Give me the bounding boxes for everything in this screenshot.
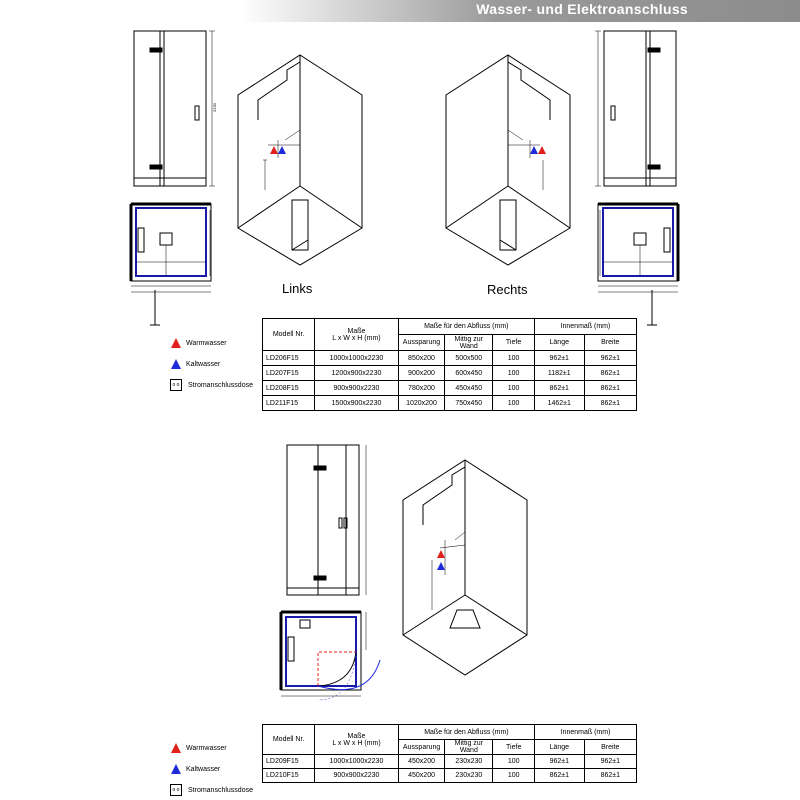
- th-depth: Tiefe: [493, 335, 535, 351]
- cell-dims: 1200x900x2230: [315, 366, 399, 381]
- cell-depth: 100: [493, 366, 535, 381]
- cell-depth: 100: [493, 381, 535, 396]
- cell-depth: 100: [493, 351, 535, 366]
- socket-icon: o o: [170, 784, 182, 796]
- cell-width: 862±1: [584, 396, 636, 411]
- th-drain-group: Maße für den Abfluss (mm): [398, 725, 534, 740]
- th-inner-group: Innenmaß (mm): [535, 725, 637, 740]
- page-title: Wasser- und Elektroanschluss: [476, 1, 688, 17]
- socket-icon: o o: [170, 379, 182, 391]
- red-triangle-icon: [170, 337, 182, 349]
- cell-length: 862±1: [535, 769, 585, 783]
- legend-socket-label: Stromanschlussdose: [188, 381, 253, 389]
- th-width: Breite: [584, 335, 636, 351]
- th-model: Modell Nr.: [263, 319, 315, 351]
- legend-cold-label: Kaltwasser: [186, 765, 221, 773]
- table-row: [263, 755, 637, 769]
- th-center: Mittig zur Wand: [445, 740, 493, 755]
- th-recess: Aussparung: [398, 740, 445, 755]
- legend-cold: [170, 763, 220, 775]
- isometric-box-right: [446, 55, 570, 265]
- th-dims: [315, 725, 399, 755]
- floor-plan-bottom: [281, 612, 380, 700]
- cell-length: 962±1: [534, 351, 584, 366]
- legend-warm: [170, 337, 227, 349]
- cell-center: 750x450: [445, 396, 493, 411]
- floor-plan-right: [598, 204, 678, 325]
- cell-width: 862±1: [584, 381, 636, 396]
- legend-cold-label: Kaltwasser: [186, 360, 221, 368]
- cell-width: 962±1: [584, 351, 636, 366]
- th-length: Länge: [535, 740, 585, 755]
- th-model: Modell Nr.: [263, 725, 315, 755]
- table-row: [263, 396, 637, 411]
- th-length: Länge: [534, 335, 584, 351]
- legend-warm-label: Warmwasser: [186, 339, 227, 347]
- th-drain-group: Maße für den Abfluss (mm): [398, 319, 534, 335]
- cell-center: 500x500: [445, 351, 493, 366]
- cell-model: LD206F15: [263, 351, 315, 366]
- cell-length: 1182±1: [534, 366, 584, 381]
- cell-recess: 450x200: [398, 755, 445, 769]
- th-dims: [315, 319, 399, 351]
- spec-table-bottom: [262, 724, 637, 783]
- th-recess: Aussparung: [398, 335, 445, 351]
- cell-depth: 100: [493, 396, 535, 411]
- cell-center: 230x230: [445, 769, 493, 783]
- cell-recess: 1020x200: [398, 396, 445, 411]
- svg-text:2230: 2230: [212, 103, 217, 112]
- cell-model: LD208F15: [263, 381, 315, 396]
- cell-model: LD211F15: [263, 396, 315, 411]
- legend-warm: [170, 742, 227, 754]
- caption-left: Links: [282, 281, 313, 296]
- cell-center: 600x450: [445, 366, 493, 381]
- front-elevation-right: [595, 31, 676, 186]
- table-row: [263, 381, 637, 396]
- cell-dims: 900x900x2230: [315, 381, 399, 396]
- cell-dims: 1000x1000x2230: [315, 351, 399, 366]
- th-inner-group: Innenmaß (mm): [534, 319, 636, 335]
- cell-length: 962±1: [535, 755, 585, 769]
- th-depth: Tiefe: [493, 740, 535, 755]
- legend-socket: [170, 379, 253, 391]
- cell-recess: 780x200: [398, 381, 445, 396]
- table-row: [263, 351, 637, 366]
- floor-plan-left: [131, 204, 211, 325]
- blue-triangle-icon: [170, 358, 182, 370]
- spec-table-top: [262, 318, 637, 411]
- cell-center: 450x450: [445, 381, 493, 396]
- th-dims-title: Maße: [347, 732, 366, 740]
- cell-center: 230x230: [445, 755, 493, 769]
- cell-dims: 1500x900x2230: [315, 396, 399, 411]
- th-width: Breite: [584, 740, 636, 755]
- cell-length: 862±1: [534, 381, 584, 396]
- th-dims-unit: L x W x H (mm): [332, 334, 381, 342]
- cell-dims: 1000x1000x2230: [315, 755, 399, 769]
- cell-model: LD209F15: [263, 755, 315, 769]
- legend-warm-label: Warmwasser: [186, 744, 227, 752]
- cell-dims: 900x900x2230: [315, 769, 399, 783]
- isometric-box-left: [238, 55, 362, 265]
- cell-depth: 100: [493, 769, 535, 783]
- isometric-box-bottom: [403, 460, 527, 675]
- cell-recess: 450x200: [398, 769, 445, 783]
- table-row: [263, 366, 637, 381]
- th-center: Mittig zur Wand: [445, 335, 493, 351]
- front-elevation-left: [134, 31, 217, 186]
- cell-recess: 900x200: [398, 366, 445, 381]
- legend-socket: [170, 784, 253, 796]
- cell-width: 962±1: [584, 755, 636, 769]
- cell-width: 862±1: [584, 769, 636, 783]
- cell-length: 1462±1: [534, 396, 584, 411]
- caption-right: Rechts: [487, 282, 528, 297]
- cell-model: LD207F15: [263, 366, 315, 381]
- front-elevation-bottom: [287, 445, 366, 595]
- table-row: [263, 769, 637, 783]
- cell-width: 862±1: [584, 366, 636, 381]
- cell-recess: 850x200: [398, 351, 445, 366]
- cell-depth: 100: [493, 755, 535, 769]
- th-dims-unit: L x W x H (mm): [332, 739, 381, 747]
- th-dims-title: Maße: [347, 327, 366, 335]
- red-triangle-icon: [170, 742, 182, 754]
- legend-socket-label: Stromanschlussdose: [188, 786, 253, 794]
- blue-triangle-icon: [170, 763, 182, 775]
- legend-cold: [170, 358, 220, 370]
- cell-model: LD210F15: [263, 769, 315, 783]
